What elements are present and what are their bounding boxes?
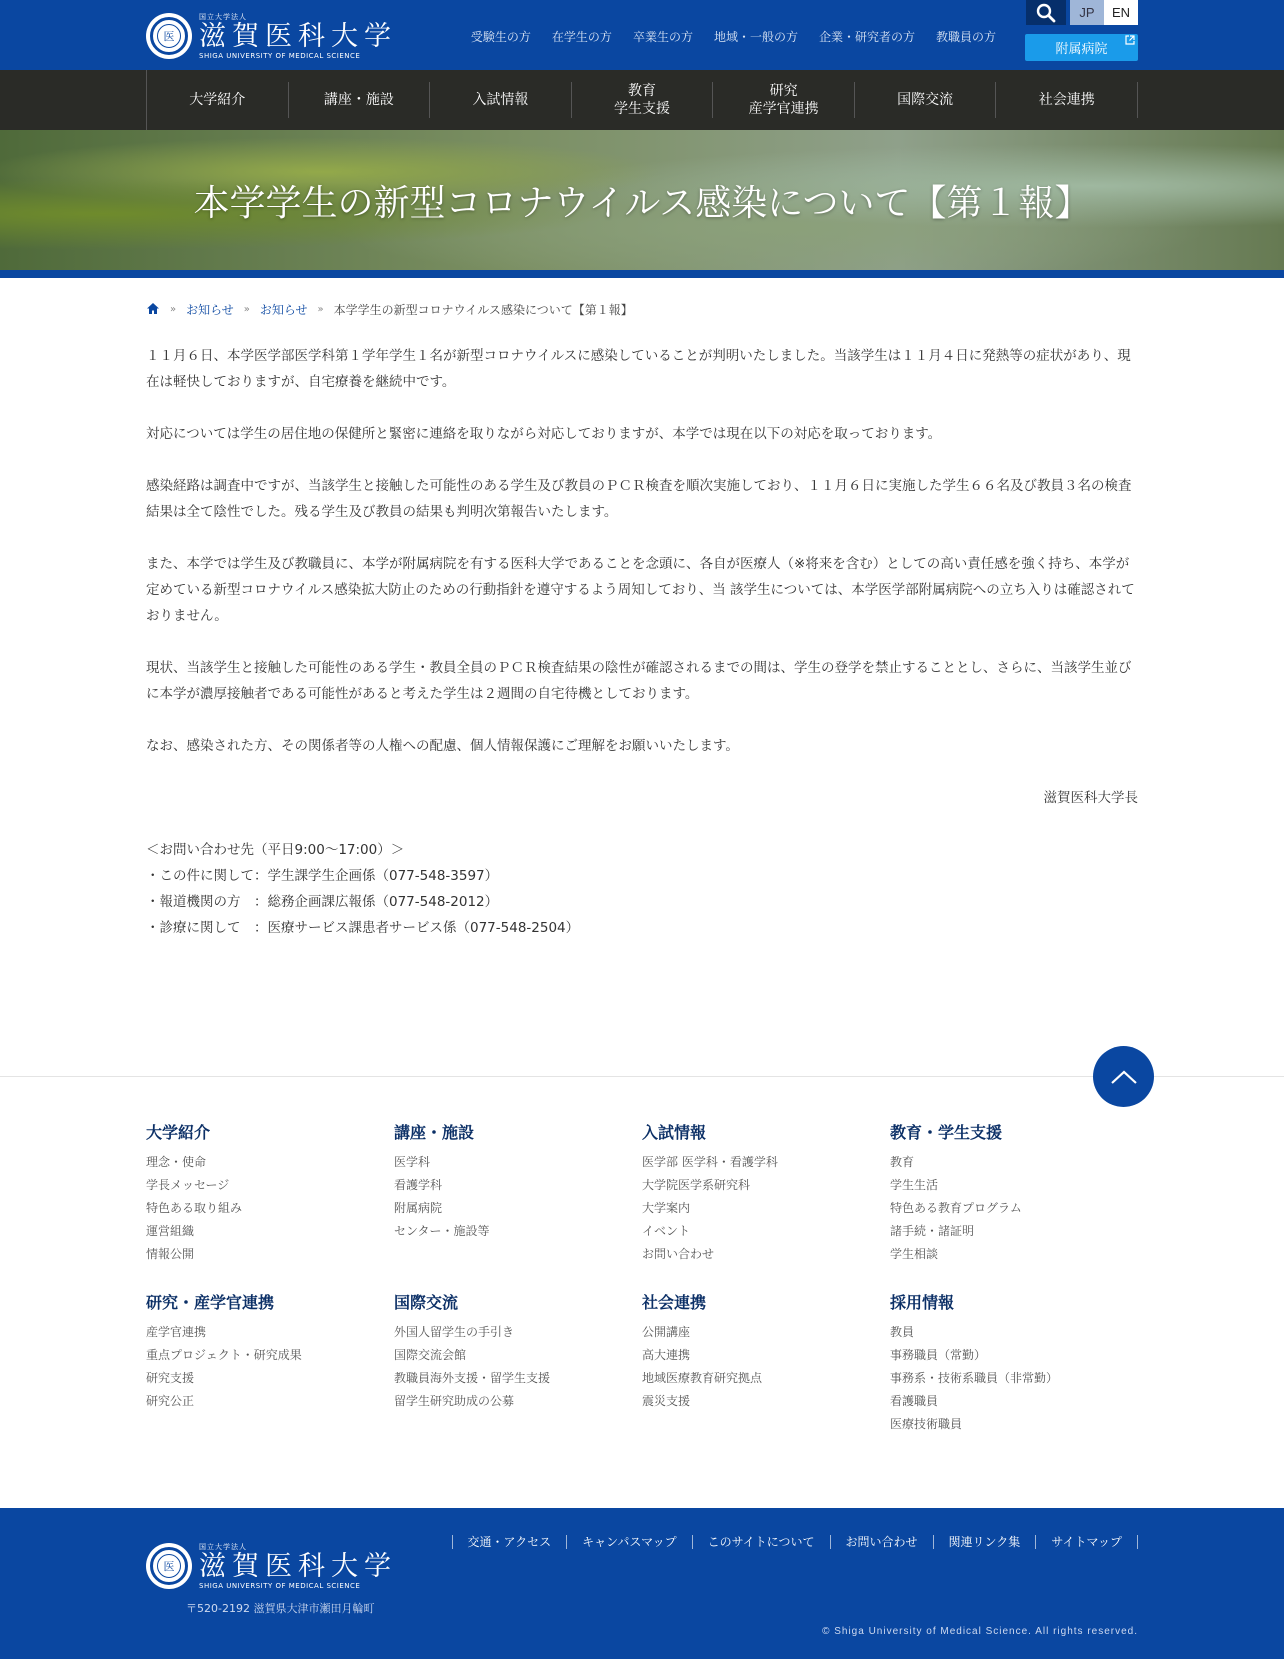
contact-line: ・診療に関して ：医療サービス課患者サービス係（077-548-2504）: [146, 920, 580, 936]
nav-item[interactable]: 国際交流: [855, 82, 997, 118]
sitemap-link[interactable]: 看護学科: [394, 1178, 443, 1192]
article-paragraph: 現状、当該学生と接触した可能性のある学生・教員全員のＰＣＲ検査結果の陰性が確認されるまでの間は、学生の登学を禁止することとし、さらに、当該学生並びに本学が濃厚接触者である可能性があると考えた学生は２週間の自宅待機としております。: [146, 660, 1132, 702]
sitemap-link[interactable]: 震災支援: [642, 1394, 691, 1408]
sitemap-column: [394, 1290, 642, 1436]
university-logo[interactable]: [146, 12, 397, 60]
sitemap-link[interactable]: 事務系・技術系職員（非常勤）: [890, 1371, 1059, 1385]
footer-link[interactable]: 交通・アクセス: [453, 1535, 568, 1549]
breadcrumb: [146, 301, 1138, 318]
site-footer: [0, 1508, 1284, 1659]
logo-small-text: 国立大学法人: [199, 13, 247, 21]
university-emblem-icon: 医: [146, 13, 192, 59]
home-icon[interactable]: [146, 302, 160, 318]
breadcrumb-separator: »: [317, 304, 324, 315]
footer-logo[interactable]: 医 国立大学法人 滋賀医科大学 SHIGA UNIVERSITY OF MEDICAL SCIENCE: [146, 1542, 397, 1590]
sitemap-link[interactable]: 運営組織: [146, 1224, 195, 1238]
article-paragraph: また、本学では学生及び教職員に、本学が附属病院を有する医科大学であることを念頭に、各自が医療人（※将来を含む）としての高い責任感を強く持ち、本学が定めている新型コロナウイルス感染拡大防止のための行動指針を遵守するよう周知しており、当 該学生については、本学医学部附属病院への立ち入りは確認されておりません。: [146, 556, 1135, 624]
sitemap-link[interactable]: 国際交流会館: [394, 1348, 467, 1362]
sitemap-heading[interactable]: 講座・施設: [394, 1123, 475, 1142]
nav-item[interactable]: 講座・施設: [289, 82, 431, 118]
sitemap-heading[interactable]: 社会連携: [642, 1293, 707, 1312]
sitemap-link[interactable]: 教育: [890, 1155, 915, 1169]
signature: 滋賀医科大学長: [1043, 790, 1138, 806]
footer-link[interactable]: このサイトについて: [693, 1535, 831, 1549]
sitemap-link[interactable]: 留学生研究助成の公募: [394, 1394, 515, 1408]
sitemap-link[interactable]: 大学院医学系研究科: [642, 1178, 751, 1192]
hero-divider: [0, 270, 1284, 278]
sitemap-column: [642, 1120, 890, 1266]
nav-item[interactable]: 入試情報: [430, 82, 572, 118]
audience-link[interactable]: 在学生の方: [551, 30, 612, 44]
chevron-up-icon: [1110, 1069, 1138, 1085]
sitemap-heading[interactable]: 研究・産学官連携: [146, 1293, 275, 1312]
sitemap-heading[interactable]: 採用情報: [890, 1293, 955, 1312]
sitemap-heading[interactable]: 大学紹介: [146, 1123, 211, 1142]
sitemap-column: [642, 1290, 890, 1436]
sitemap-link[interactable]: 公開講座: [642, 1325, 691, 1339]
sitemap-link[interactable]: 地域医療教育研究拠点: [642, 1371, 763, 1385]
sitemap-link[interactable]: 附属病院: [394, 1201, 443, 1215]
audience-link[interactable]: 受験生の方: [470, 30, 531, 44]
sitemap-link[interactable]: 看護職員: [890, 1394, 939, 1408]
search-button[interactable]: [1026, 0, 1066, 25]
sitemap-heading[interactable]: 教育・学生支援: [890, 1123, 1003, 1142]
breadcrumb-separator: »: [243, 304, 250, 315]
sitemap-link[interactable]: 外国人留学生の手引き: [394, 1325, 515, 1339]
hospital-button[interactable]: [1025, 34, 1138, 61]
sitemap-column: [890, 1120, 1138, 1266]
sitemap-heading[interactable]: 国際交流: [394, 1293, 459, 1312]
sitemap-link[interactable]: 学生生活: [890, 1178, 939, 1192]
language-switch: [1070, 0, 1138, 25]
article-body: [146, 343, 1138, 941]
sitemap-link[interactable]: 教職員海外支援・留学生支援: [394, 1371, 551, 1385]
article-paragraph: 感染経路は調査中ですが、当該学生と接触した可能性のある学生及び教員のＰＣＲ検査を順次実施しており、１１月６日に実施した学生６６名及び教員３名の検査結果は全て陰性でした。残る学生及び教員の結果も判明次第報告いたします。: [146, 478, 1132, 520]
sitemap-link[interactable]: 大学案内: [642, 1201, 691, 1215]
footer-sitemap: [146, 1120, 1138, 1436]
audience-link[interactable]: 卒業生の方: [632, 30, 693, 44]
sitemap-link[interactable]: 重点プロジェクト・研究成果: [146, 1348, 302, 1362]
sitemap-column: [146, 1290, 394, 1436]
sitemap-link[interactable]: 事務職員（常勤）: [890, 1348, 987, 1362]
external-link-icon: [1125, 35, 1135, 48]
lang-en-button[interactable]: EN: [1104, 0, 1138, 25]
footer-link[interactable]: お問い合わせ: [831, 1535, 934, 1549]
footer-links: [452, 1535, 1139, 1549]
page-top-button[interactable]: [1093, 1046, 1154, 1107]
page-title: 本学学生の新型コロナウイルス感染について【第１報】: [193, 182, 1091, 224]
sitemap-link[interactable]: 理念・使命: [146, 1155, 207, 1169]
lang-jp-button[interactable]: JP: [1070, 0, 1104, 25]
sitemap-link[interactable]: 情報公開: [146, 1247, 195, 1261]
footer-divider: [0, 1076, 1284, 1077]
footer-link[interactable]: 関連リンク集: [934, 1535, 1037, 1549]
nav-item[interactable]: 社会連携: [996, 82, 1138, 118]
sitemap-link[interactable]: 学生相談: [890, 1247, 939, 1261]
logo-name: 滋賀医科大学: [199, 21, 397, 52]
sitemap-link[interactable]: 特色ある取り組み: [146, 1201, 243, 1215]
page-hero: [0, 130, 1284, 270]
sitemap-link[interactable]: 高大連携: [642, 1348, 691, 1362]
audience-nav: [471, 28, 996, 45]
copyright: © Shiga University of Medical Science. All rights reserved.: [822, 1626, 1138, 1637]
search-icon: [1036, 3, 1056, 23]
footer-address: 〒520-2192 滋賀県大津市瀬田月輪町: [186, 1602, 375, 1615]
breadcrumb-current: 本学学生の新型コロナウイルス感染について【第１報】: [333, 303, 633, 317]
breadcrumb-link[interactable]: お知らせ: [186, 303, 234, 317]
sitemap-column: [394, 1120, 642, 1266]
audience-link[interactable]: 地域・一般の方: [713, 30, 798, 44]
sitemap-link[interactable]: 学長メッセージ: [146, 1178, 230, 1192]
sitemap-heading[interactable]: 入試情報: [642, 1123, 707, 1142]
contact-line: ・報道機関の方 ：総務企画課広報係（077-548-2012）: [146, 894, 499, 910]
sitemap-link[interactable]: 産学官連携: [146, 1325, 207, 1339]
sitemap-link[interactable]: 諸手続・諸証明: [890, 1224, 975, 1238]
contact-line: ＜お問い合わせ先（平日9:00～17:00）＞: [146, 842, 405, 858]
sitemap-link[interactable]: イベント: [642, 1224, 691, 1238]
article-paragraph: 対応については学生の居住地の保健所と緊密に連絡を取りながら対応しておりますが、本学では現在以下の対応を取っております。: [146, 426, 942, 442]
sitemap-link[interactable]: お問い合わせ: [642, 1247, 715, 1261]
sitemap-link[interactable]: 研究支援: [146, 1371, 195, 1385]
nav-item[interactable]: 研究 産学官連携: [713, 82, 855, 118]
contact-line: ・この件に関して：学生課学生企画係（077-548-3597）: [146, 868, 499, 884]
logo-english: SHIGA UNIVERSITY OF MEDICAL SCIENCE: [199, 52, 361, 60]
sitemap-link[interactable]: 医学科: [394, 1155, 431, 1169]
breadcrumb-separator: »: [170, 304, 177, 315]
article-paragraph: なお、感染された方、その関係者等の人権への配慮、個人情報保護にご理解をお願いいたします。: [146, 738, 739, 754]
audience-link[interactable]: 教職員の方: [935, 30, 996, 44]
sitemap-link[interactable]: 医療技術職員: [890, 1417, 963, 1431]
sitemap-link[interactable]: センター・施設等: [394, 1224, 490, 1238]
sitemap-link[interactable]: 教員: [890, 1325, 915, 1339]
university-emblem-icon: 医: [146, 1543, 192, 1589]
sitemap-column: [890, 1290, 1138, 1436]
hospital-label: 附属病院: [1055, 42, 1108, 57]
sitemap-link[interactable]: 特色ある教育プログラム: [890, 1201, 1022, 1215]
audience-link[interactable]: 企業・研究者の方: [818, 30, 915, 44]
sitemap-link[interactable]: 研究公正: [146, 1394, 195, 1408]
nav-item[interactable]: 教育 学生支援: [572, 82, 714, 118]
sitemap-link[interactable]: 医学部 医学科・看護学科: [642, 1155, 778, 1169]
sitemap-column: [146, 1120, 394, 1266]
top-header: [0, 0, 1284, 70]
nav-item[interactable]: 大学紹介: [147, 82, 289, 118]
breadcrumb-link[interactable]: お知らせ: [259, 303, 308, 317]
global-nav: [0, 70, 1284, 130]
footer-link[interactable]: サイトマップ: [1036, 1535, 1138, 1549]
contact-info: [146, 837, 1138, 941]
article-paragraph: １１月６日、本学医学部医学科第１学年学生１名が新型コロナウイルスに感染していることが判明いたしました。当該学生は１１月４日に発熱等の症状があり、現在は軽快しておりますが、自宅療養を継続中です。: [146, 348, 1131, 390]
footer-link[interactable]: キャンパスマップ: [567, 1535, 692, 1549]
